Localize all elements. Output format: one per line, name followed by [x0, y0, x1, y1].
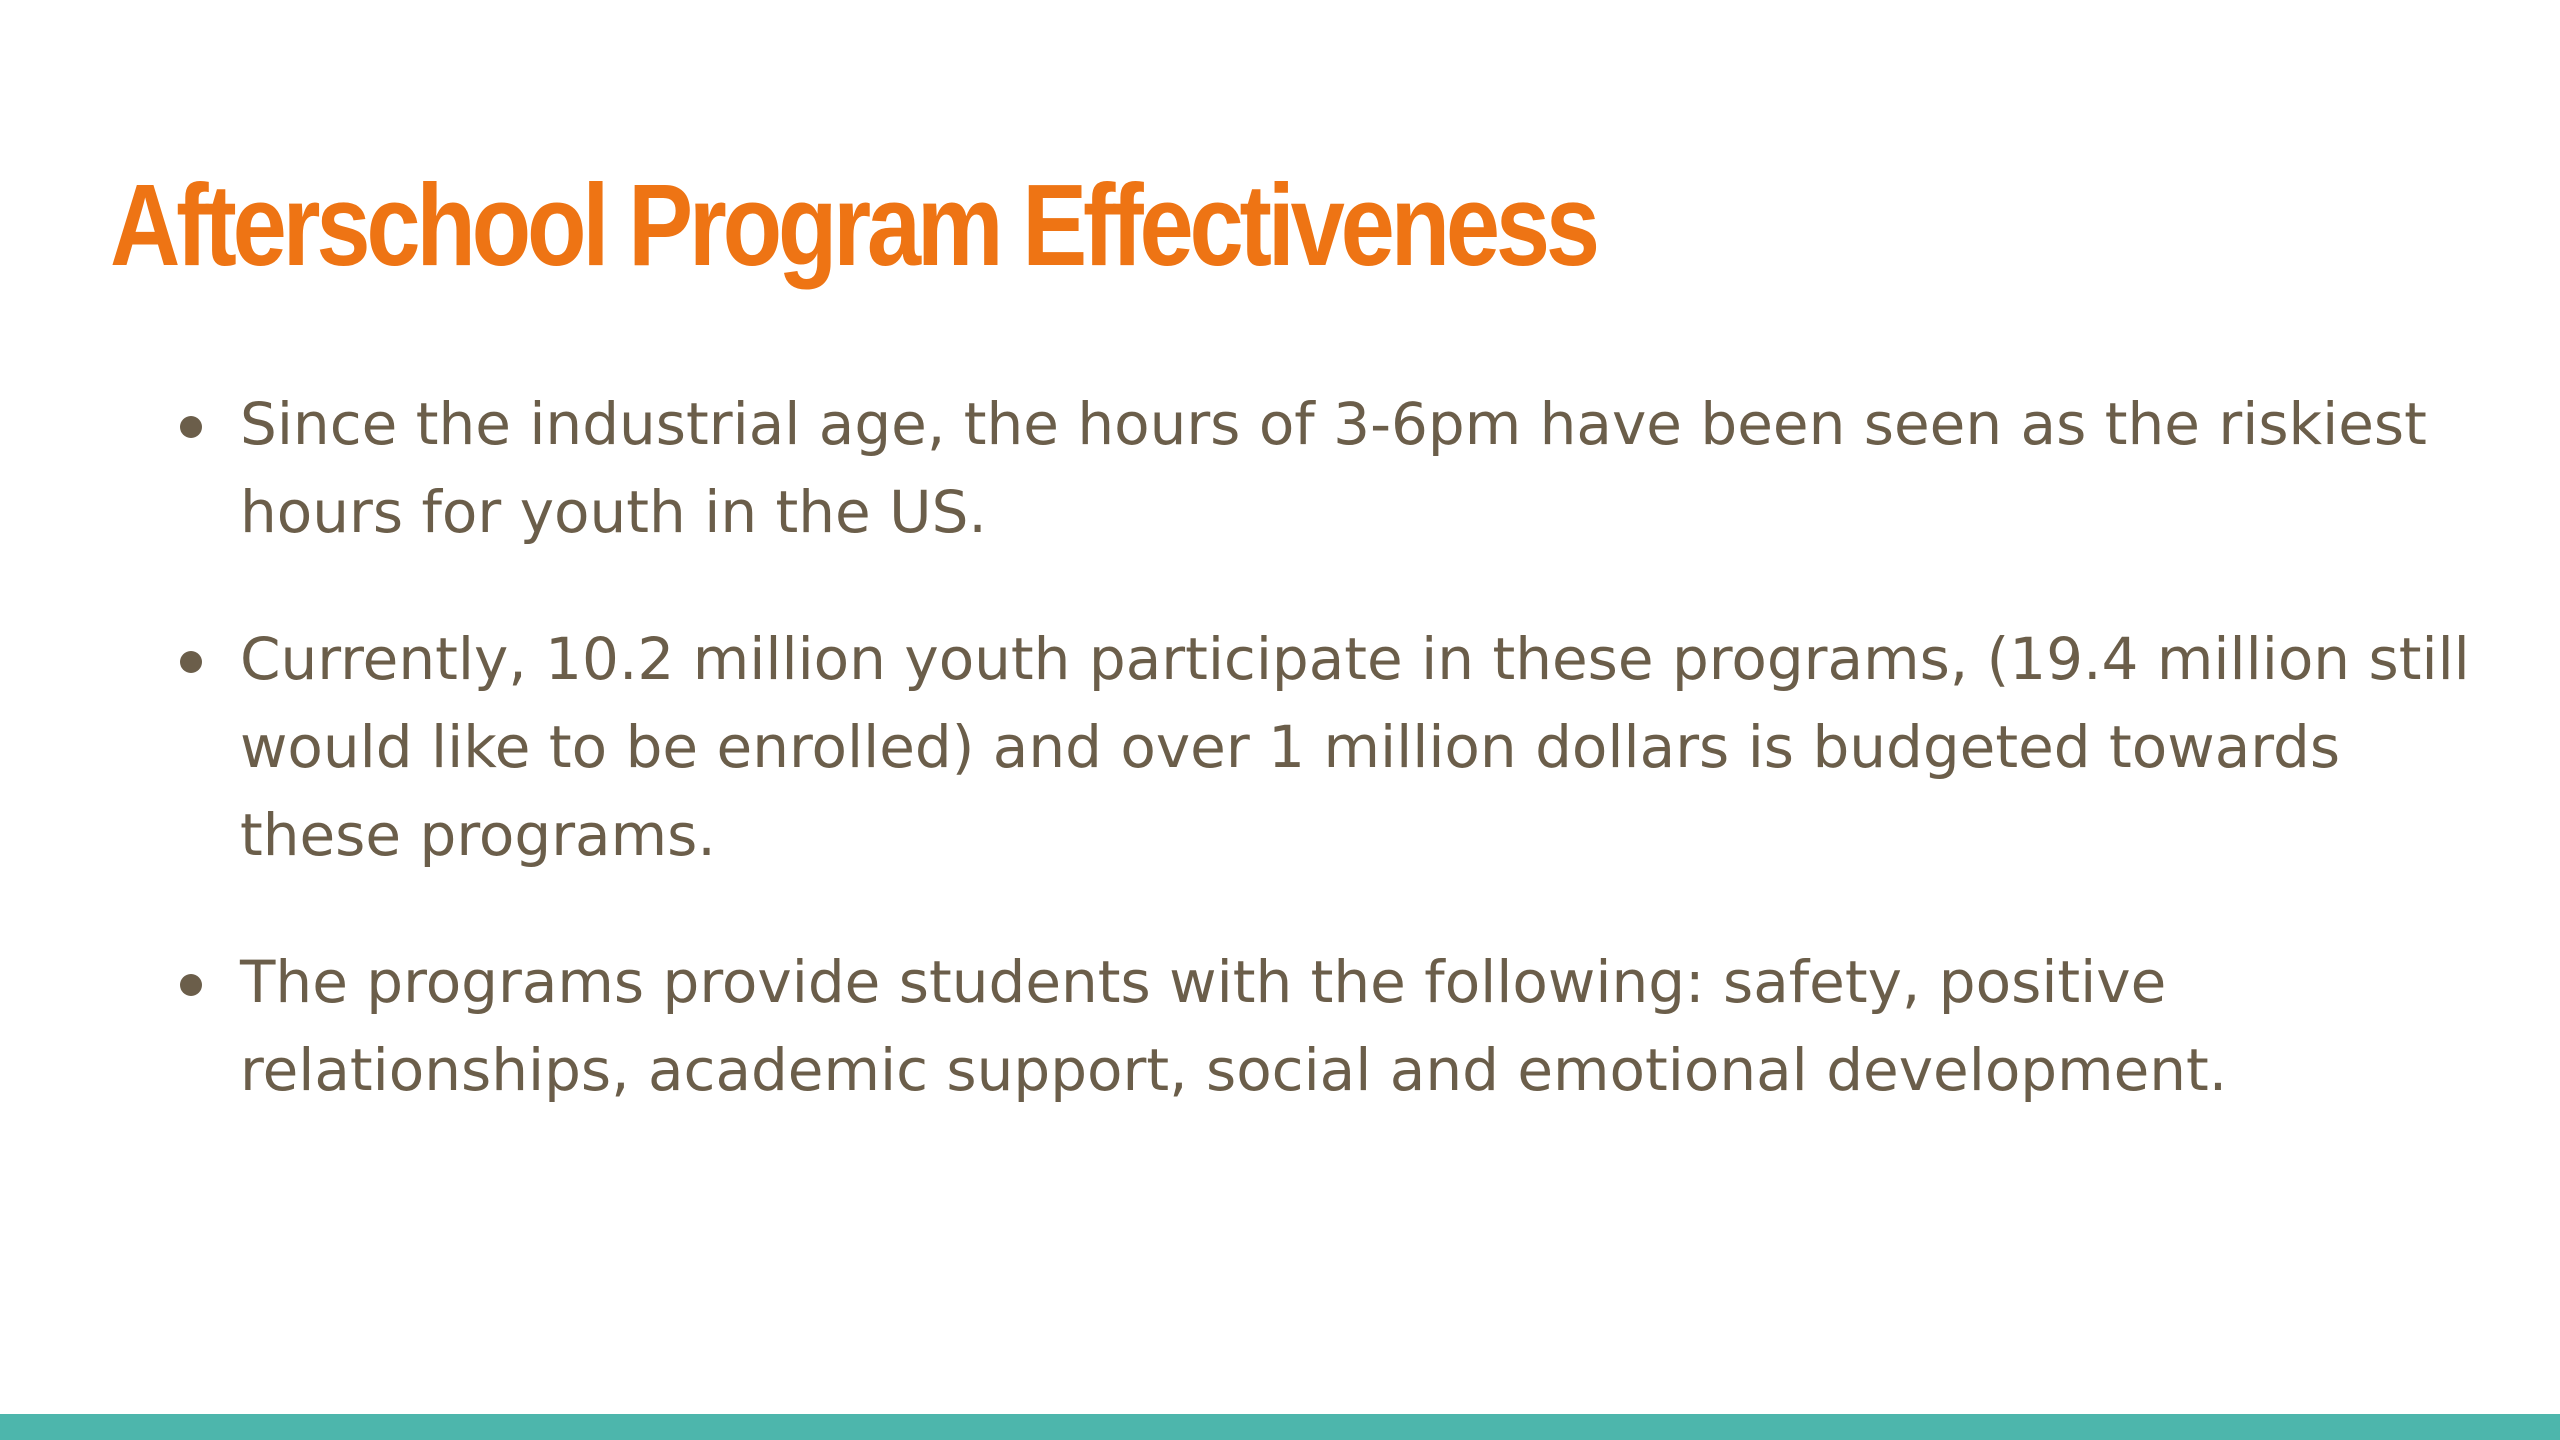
accent-bar	[0, 1414, 2560, 1440]
bullet-text: Currently, 10.2 million youth participate in these programs, (19.4 million still would like to be enrolled) and over 1 million dollars is budgeted towards these programs.	[240, 625, 2470, 869]
bullet-text: Since the industrial age, the hours of 3-6pm have been seen as the riskiest hours for youth in the US.	[240, 390, 2427, 546]
slide-title: Afterschool Program Effectiveness	[110, 160, 1596, 290]
bullet-dot-icon	[180, 416, 202, 438]
bullet-dot-icon	[180, 974, 202, 996]
bullet-list	[240, 380, 2480, 1173]
bullet-item	[240, 938, 2480, 1114]
bullet-text: The programs provide students with the following: safety, positive relationships, academic support, social and emotional development.	[240, 948, 2228, 1104]
bullet-item	[240, 380, 2480, 556]
bullet-item	[240, 615, 2480, 879]
bullet-dot-icon	[180, 651, 202, 673]
